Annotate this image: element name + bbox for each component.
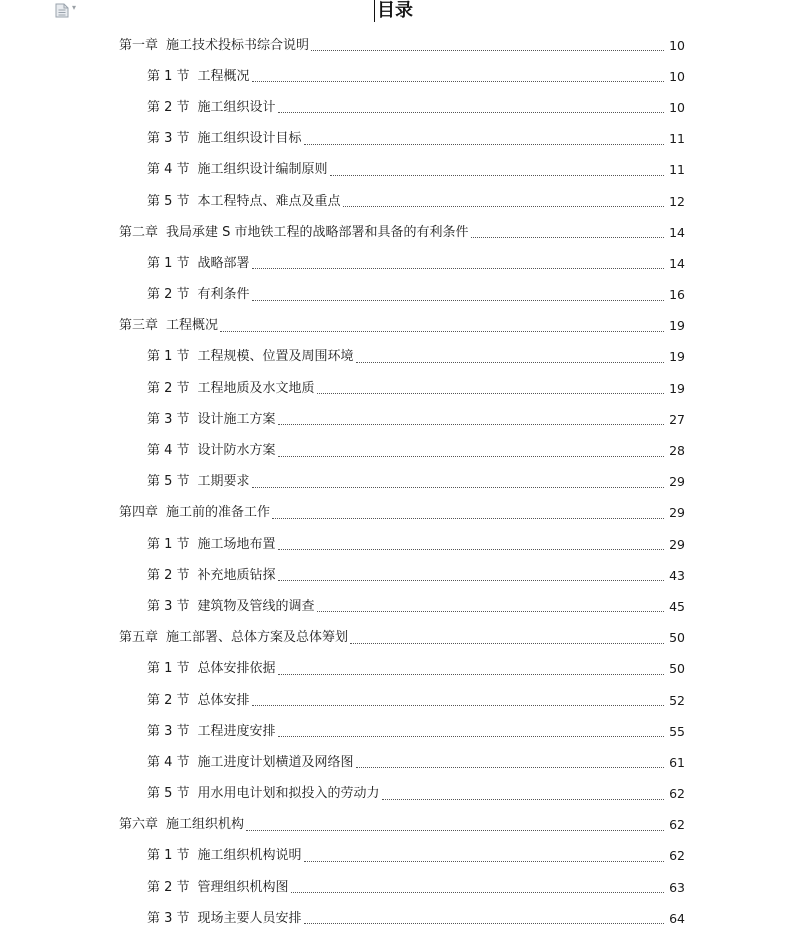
toc-entry-label: [119, 225, 469, 241]
toc-entry-label: [147, 194, 341, 210]
toc-entry-label: [147, 880, 289, 896]
toc-entry-label: [147, 537, 276, 553]
toc-entry-label: [147, 131, 302, 147]
toc-section-entry[interactable]: [0, 435, 795, 466]
toc-entry-title: 建筑物及管线的调查: [197, 598, 315, 614]
toc-entry-label: [147, 256, 250, 272]
toc-entry-number: 第 4 节: [147, 754, 190, 770]
toc-dot-leader: [278, 456, 664, 457]
toc-entry-number: 第 2 节: [147, 692, 190, 708]
toc-dot-leader: [356, 362, 664, 363]
toc-dot-leader: [278, 580, 664, 581]
toc-entry-label: [147, 162, 328, 178]
toc-entry-number: 第 1 节: [147, 255, 190, 271]
toc-page-number: 29: [669, 505, 685, 521]
toc-entry-number: 第 2 节: [147, 287, 190, 303]
toc-page-number: 19: [669, 380, 685, 396]
toc-dot-leader: [252, 81, 664, 82]
toc-page-number: 43: [669, 567, 685, 583]
toc-entry-title: 设计防水方案: [197, 443, 276, 459]
toc-entry-label: [147, 724, 276, 740]
toc-section-entry[interactable]: [0, 280, 795, 311]
toc-dot-leader: [317, 393, 664, 394]
toc-dot-leader: [252, 487, 664, 488]
toc-page-number: 12: [669, 193, 685, 209]
toc-section-entry[interactable]: [0, 404, 795, 435]
toc-entry-number: 第五章: [119, 630, 159, 646]
toc-entry-number: 第 1 节: [147, 661, 190, 677]
toc-page-number: 29: [669, 536, 685, 552]
toc-entry-label: [119, 505, 270, 521]
toc-page-number: 19: [669, 318, 685, 334]
toc-entry-label: [147, 911, 302, 927]
toc-page-number: 10: [669, 68, 685, 84]
toc-entry-title: 施工组织机构说明: [197, 848, 302, 864]
toc-entry-title: 施工组织机构: [166, 817, 245, 833]
toc-dot-leader: [382, 799, 664, 800]
toc-entry-number: 第 3 节: [147, 910, 190, 926]
toc-dot-leader: [317, 611, 664, 612]
toc-entry-number: 第 2 节: [147, 879, 190, 895]
toc-page-number: 11: [669, 131, 685, 147]
toc-entry-title: 工程概况: [197, 68, 250, 84]
toc-entry-label: [147, 786, 380, 802]
toc-entry-label: [147, 443, 276, 459]
toc-entry-number: 第 5 节: [147, 193, 190, 209]
toc-section-entry[interactable]: [0, 716, 795, 747]
toc-dot-leader: [278, 549, 664, 550]
toc-entry-title: 有利条件: [197, 287, 250, 303]
toc-entry-label: [147, 474, 250, 490]
toc-entry-title: 工程地质及水文地质: [197, 380, 315, 396]
toc-chapter-entry[interactable]: [0, 217, 795, 248]
toc-entry-title: 工程进度安排: [197, 723, 276, 739]
toc-entry-title: 施工技术投标书综合说明: [166, 37, 310, 53]
toc-entry-number: 第 1 节: [147, 848, 190, 864]
toc-page-number: 55: [669, 723, 685, 739]
toc-entry-title: 我局承建 S 市地铁工程的战略部署和具备的有利条件: [166, 224, 469, 240]
toc-dot-leader: [304, 144, 664, 145]
toc-section-entry[interactable]: [0, 61, 795, 92]
toc-entry-title: 工程规模、位置及周围环境: [197, 349, 354, 365]
toc-dot-leader: [252, 705, 664, 706]
toc-section-entry[interactable]: [0, 248, 795, 279]
toc-dot-leader: [471, 237, 664, 238]
toc-dot-leader: [330, 175, 664, 176]
toc-entry-title: 施工组织设计: [197, 99, 276, 115]
toc-section-entry[interactable]: [0, 903, 795, 934]
toc-entry-number: 第三章: [119, 318, 159, 334]
toc-entry-label: [147, 349, 354, 365]
toc-chapter-entry[interactable]: [0, 311, 795, 342]
toc-dot-leader: [246, 830, 664, 831]
toc-dot-leader: [356, 767, 664, 768]
toc-section-entry[interactable]: [0, 467, 795, 498]
toc-entry-label: [147, 381, 315, 397]
toc-chapter-entry[interactable]: [0, 623, 795, 654]
toc-entry-title: 工程概况: [166, 318, 219, 334]
toc-page-number: 19: [669, 349, 685, 365]
toc-entry-number: 第 4 节: [147, 443, 190, 459]
toc-section-entry[interactable]: [0, 124, 795, 155]
toc-page-number: 45: [669, 598, 685, 614]
toc-page-number: 62: [669, 817, 685, 833]
toc-section-entry[interactable]: [0, 342, 795, 373]
toc-dot-leader: [304, 923, 664, 924]
toc-entry-label: [147, 848, 302, 864]
toc-page-number: 50: [669, 661, 685, 677]
toc-section-entry[interactable]: [0, 529, 795, 560]
toc-entry-number: 第 1 节: [147, 349, 190, 365]
toc-entry-number: 第 2 节: [147, 380, 190, 396]
toc-page-number: 10: [669, 37, 685, 53]
toc-page-number: 14: [669, 224, 685, 240]
toc-section-entry[interactable]: [0, 872, 795, 903]
toc-dot-leader: [278, 424, 664, 425]
toc-entry-title: 补充地质钻探: [197, 567, 276, 583]
toc-section-entry[interactable]: [0, 841, 795, 872]
toc-dot-leader: [252, 268, 664, 269]
toc-dot-leader: [278, 674, 664, 675]
chevron-down-icon[interactable]: ▾: [72, 3, 77, 12]
toc-entry-number: 第 1 节: [147, 68, 190, 84]
toc-entry-title: 总体安排依据: [197, 661, 276, 677]
toc-entry-label: [119, 630, 348, 646]
toc-section-entry[interactable]: [0, 186, 795, 217]
toc-entry-number: 第 3 节: [147, 598, 190, 614]
toc-page-number: 27: [669, 411, 685, 427]
toc-entry-number: 第四章: [119, 505, 159, 521]
toc-entry-number: 第 1 节: [147, 536, 190, 552]
toc-dot-leader: [278, 112, 664, 113]
toc-section-entry[interactable]: [0, 92, 795, 123]
toc-entry-label: [147, 100, 276, 116]
table-of-contents: [0, 30, 795, 934]
toc-page-number: 10: [669, 99, 685, 115]
toc-entry-number: 第 5 节: [147, 474, 190, 490]
toc-dot-leader: [272, 518, 664, 519]
toc-dot-leader: [304, 861, 664, 862]
toc-dot-leader: [343, 206, 664, 207]
toc-entry-label: [147, 755, 354, 771]
toc-entry-label: [147, 568, 276, 584]
toc-entry-label: [119, 318, 218, 334]
toc-section-entry[interactable]: [0, 779, 795, 810]
toc-entry-title: 施工场地布置: [197, 536, 276, 552]
toc-entry-number: 第 2 节: [147, 99, 190, 115]
toc-dot-leader: [311, 50, 664, 51]
toc-entry-label: [119, 38, 309, 54]
toc-dot-leader: [220, 331, 664, 332]
toc-entry-label: [147, 599, 315, 615]
title-row: [0, 0, 795, 24]
toc-page-number: 64: [669, 910, 685, 926]
toc-dot-leader: [291, 892, 664, 893]
toc-entry-title: 管理组织机构图: [197, 879, 289, 895]
toc-page-number: 52: [669, 692, 685, 708]
toc-entry-number: 第 2 节: [147, 567, 190, 583]
toc-page-number: 29: [669, 474, 685, 490]
toc-chapter-entry[interactable]: [0, 30, 795, 61]
toc-entry-label: [147, 661, 276, 677]
toc-page-number: 63: [669, 879, 685, 895]
toc-entry-title: 现场主要人员安排: [197, 910, 302, 926]
toc-chapter-entry[interactable]: [0, 810, 795, 841]
toc-page-number: 16: [669, 287, 685, 303]
toc-entry-number: 第 4 节: [147, 162, 190, 178]
toc-section-entry[interactable]: [0, 654, 795, 685]
toc-entry-title: 施工组织设计目标: [197, 131, 302, 147]
toc-section-entry[interactable]: [0, 747, 795, 778]
toc-entry-title: 设计施工方案: [197, 411, 276, 427]
toc-dot-leader: [252, 300, 664, 301]
toc-section-entry[interactable]: [0, 560, 795, 591]
toc-page-number: 14: [669, 255, 685, 271]
toc-entry-number: 第六章: [119, 817, 159, 833]
toc-entry-title: 施工前的准备工作: [166, 505, 271, 521]
toc-section-entry[interactable]: [0, 591, 795, 622]
toc-entry-number: 第 3 节: [147, 723, 190, 739]
toc-entry-title: 本工程特点、难点及重点: [197, 193, 341, 209]
toc-section-entry[interactable]: [0, 685, 795, 716]
toc-entry-number: 第 3 节: [147, 131, 190, 147]
toc-chapter-entry[interactable]: [0, 498, 795, 529]
toc-entry-title: 施工进度计划横道及网络图: [197, 754, 354, 770]
toc-entry-title: 施工组织设计编制原则: [197, 162, 328, 178]
toc-entry-number: 第一章: [119, 37, 159, 53]
toc-dot-leader: [350, 643, 664, 644]
toc-entry-number: 第 3 节: [147, 411, 190, 427]
toc-entry-label: [147, 412, 276, 428]
toc-entry-label: [147, 693, 250, 709]
toc-entry-label: [147, 69, 250, 85]
toc-section-entry[interactable]: [0, 373, 795, 404]
toc-page-number: 61: [669, 754, 685, 770]
toc-entry-title: 战略部署: [197, 255, 250, 271]
toc-page-number: 50: [669, 630, 685, 646]
toc-entry-title: 施工部署、总体方案及总体筹划: [166, 630, 349, 646]
page-title: 目录: [374, 0, 413, 22]
toc-section-entry[interactable]: [0, 155, 795, 186]
toc-page-number: 28: [669, 443, 685, 459]
toc-entry-title: 工期要求: [197, 474, 250, 490]
toc-entry-number: 第二章: [119, 224, 159, 240]
toc-entry-label: [147, 287, 250, 303]
toc-page-number: 62: [669, 848, 685, 864]
toc-page-number: 62: [669, 786, 685, 802]
toc-dot-leader: [278, 736, 664, 737]
toc-entry-title: 用水用电计划和拟投入的劳动力: [197, 786, 380, 802]
toc-entry-label: [119, 817, 244, 833]
toc-entry-number: 第 5 节: [147, 786, 190, 802]
toc-page-number: 11: [669, 162, 685, 178]
toc-entry-title: 总体安排: [197, 692, 250, 708]
